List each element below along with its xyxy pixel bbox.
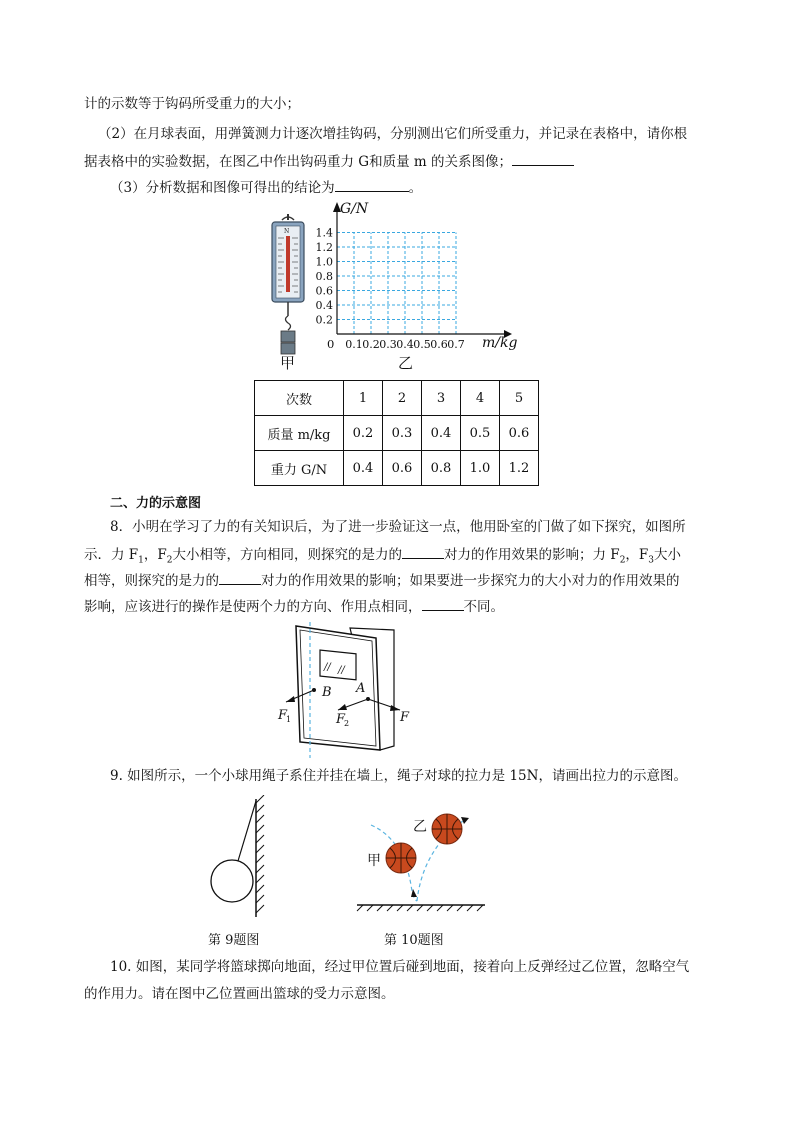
door-figure xyxy=(272,622,422,758)
q7-part2-line2 xyxy=(84,153,574,171)
ground-hatching xyxy=(357,905,483,911)
x-tick-label: 0.4 xyxy=(396,338,414,351)
q8-line2 xyxy=(84,546,681,570)
subscript: 3 xyxy=(648,555,655,566)
table-cell: 0.4 xyxy=(422,416,461,451)
force-F2-sub: 2 xyxy=(344,719,350,728)
y-tick-label: 1.0 xyxy=(315,255,333,269)
y-tick-label: 0.6 xyxy=(315,284,333,298)
q8-line4 xyxy=(84,598,504,616)
q7-part3-text: （3）分析数据和图像可得出的结论为 xyxy=(110,180,335,196)
x-tick-label: 0.7 xyxy=(447,338,465,351)
table-cell: 1.0 xyxy=(461,451,500,486)
g-m-graph xyxy=(308,198,538,358)
q10-line2: 的作用力。请在图中乙位置画出篮球的受力示意图。 xyxy=(84,986,395,1002)
x-tick-label: 0.3 xyxy=(379,338,397,351)
table-cell: 1.2 xyxy=(500,451,539,486)
q9-caption: 第 9题图 xyxy=(208,933,260,948)
answer-blank xyxy=(219,572,261,585)
q8-text: 示．力 F xyxy=(84,547,139,563)
force-F2-label: F xyxy=(336,712,346,727)
subscript: 2 xyxy=(619,555,626,566)
q8-line1: 8．小明在学习了力的有关知识后，为了进一步验证这一点，他用卧室的门做了如下探究，如图所 xyxy=(110,519,686,535)
q10-caption: 第 10题图 xyxy=(384,933,444,948)
table-row xyxy=(255,416,539,451)
q8-line3 xyxy=(84,572,680,590)
svg-text://: // xyxy=(338,665,345,676)
graph-grid xyxy=(337,233,456,335)
force-F-label: F xyxy=(400,710,410,725)
svg-text://: // xyxy=(324,662,331,673)
q7-part2-line2-text: 据表格中的实验数据，在图乙中作出钩码重力 G和质量 m 的关系图像； xyxy=(84,154,512,170)
answer-blank xyxy=(402,546,444,559)
q7-continued-text: 计的示数等于钩码所受重力的大小； xyxy=(84,96,300,112)
q9-figure xyxy=(200,795,270,925)
figure-yi-label: 乙 xyxy=(398,354,414,372)
q8-text: 相等，则探究的是力的 xyxy=(84,573,219,589)
table-cell: 2 xyxy=(383,381,422,416)
point-A-label: A xyxy=(356,681,366,696)
q8-text: 大小 xyxy=(654,547,682,563)
q7-part2-line1: （2）在月球表面，用弹簧测力计逐次增挂钩码，分别测出它们所受重力，并记录在表格中，请你根 xyxy=(98,126,688,142)
basketball-yi xyxy=(432,814,462,844)
table-cell: 0.4 xyxy=(344,451,383,486)
q8-text: ，F xyxy=(625,547,649,563)
table-cell: 5 xyxy=(500,381,539,416)
subscript: 2 xyxy=(166,555,173,566)
graph-x-axis-label: m/kg xyxy=(482,335,518,351)
table-cell: 1 xyxy=(344,381,383,416)
x-tick-label: 0.1 xyxy=(345,338,363,351)
table-cell: 0.6 xyxy=(383,451,422,486)
section-title: 二、力的示意图 xyxy=(110,496,202,511)
row-header: 重力 G/N xyxy=(255,451,344,486)
graph-origin-label: 0 xyxy=(327,337,335,351)
x-tick-label: 0.6 xyxy=(430,338,448,351)
q8-text: 对力的作用效果的影响；如果要进一步探究力的大小对力的作用效果的 xyxy=(261,573,680,589)
q8-text: 大小相等，方向相同，则探究的是力的 xyxy=(172,547,403,563)
q7-part3 xyxy=(110,179,422,197)
table-row xyxy=(255,451,539,486)
answer-blank xyxy=(512,153,574,166)
table-cell: 0.5 xyxy=(461,416,500,451)
rope xyxy=(238,801,256,861)
graph-y-axis-label: G/N xyxy=(340,201,369,217)
row-header: 次数 xyxy=(255,381,344,416)
force-F1-label: F xyxy=(278,708,288,723)
row-header: 质量 m/kg xyxy=(255,416,344,451)
y-tick-label: 1.4 xyxy=(315,226,333,240)
q8-text: 影响，应该进行的操作是使两个力的方向、作用点相同， xyxy=(84,599,422,615)
x-tick-label: 0.5 xyxy=(413,338,431,351)
q9-text: 9. 如图所示，一个小球用绳子系住并挂在墙上，绳子对球的拉力是 15N，请画出拉力的示意图。 xyxy=(110,768,687,784)
scale-unit-label: N xyxy=(284,228,290,235)
table-row xyxy=(255,381,539,416)
q10-line1: 10. 如图，某同学将篮球掷向地面，经过甲位置后碰到地面，接着向上反弹经过乙位置，忽略空气 xyxy=(110,959,690,975)
table-cell: 3 xyxy=(422,381,461,416)
table-cell: 0.2 xyxy=(344,416,383,451)
figure-jia-label: 甲 xyxy=(280,354,296,372)
q8-text: ，F xyxy=(143,547,167,563)
position-jia-label: 甲 xyxy=(367,853,381,869)
table-cell: 4 xyxy=(461,381,500,416)
y-tick-label: 0.4 xyxy=(315,299,333,312)
ball xyxy=(211,860,253,902)
subscript: 1 xyxy=(138,555,144,566)
q8-text: 不同。 xyxy=(463,599,504,615)
y-tick-label: 0.8 xyxy=(315,270,333,283)
q7-part3-end: 。 xyxy=(408,180,423,196)
basketball-jia xyxy=(386,843,416,873)
force-F1-sub: 1 xyxy=(286,715,292,724)
answer-blank xyxy=(422,598,464,611)
table-cell: 0.6 xyxy=(500,416,539,451)
wall-hatching xyxy=(256,795,264,913)
x-tick-label: 0.2 xyxy=(362,338,380,351)
point-B-label: B xyxy=(322,685,332,700)
position-yi-label: 乙 xyxy=(413,819,427,835)
spring-scale-figure xyxy=(264,212,312,372)
y-tick-label: 1.2 xyxy=(315,241,333,254)
data-table xyxy=(254,380,539,486)
table-cell: 0.3 xyxy=(383,416,422,451)
q8-text: 对力的作用效果的影响；力 F xyxy=(444,547,620,563)
answer-blank xyxy=(335,179,409,192)
y-tick-label: 0.2 xyxy=(315,313,333,327)
table-cell: 0.8 xyxy=(422,451,461,486)
